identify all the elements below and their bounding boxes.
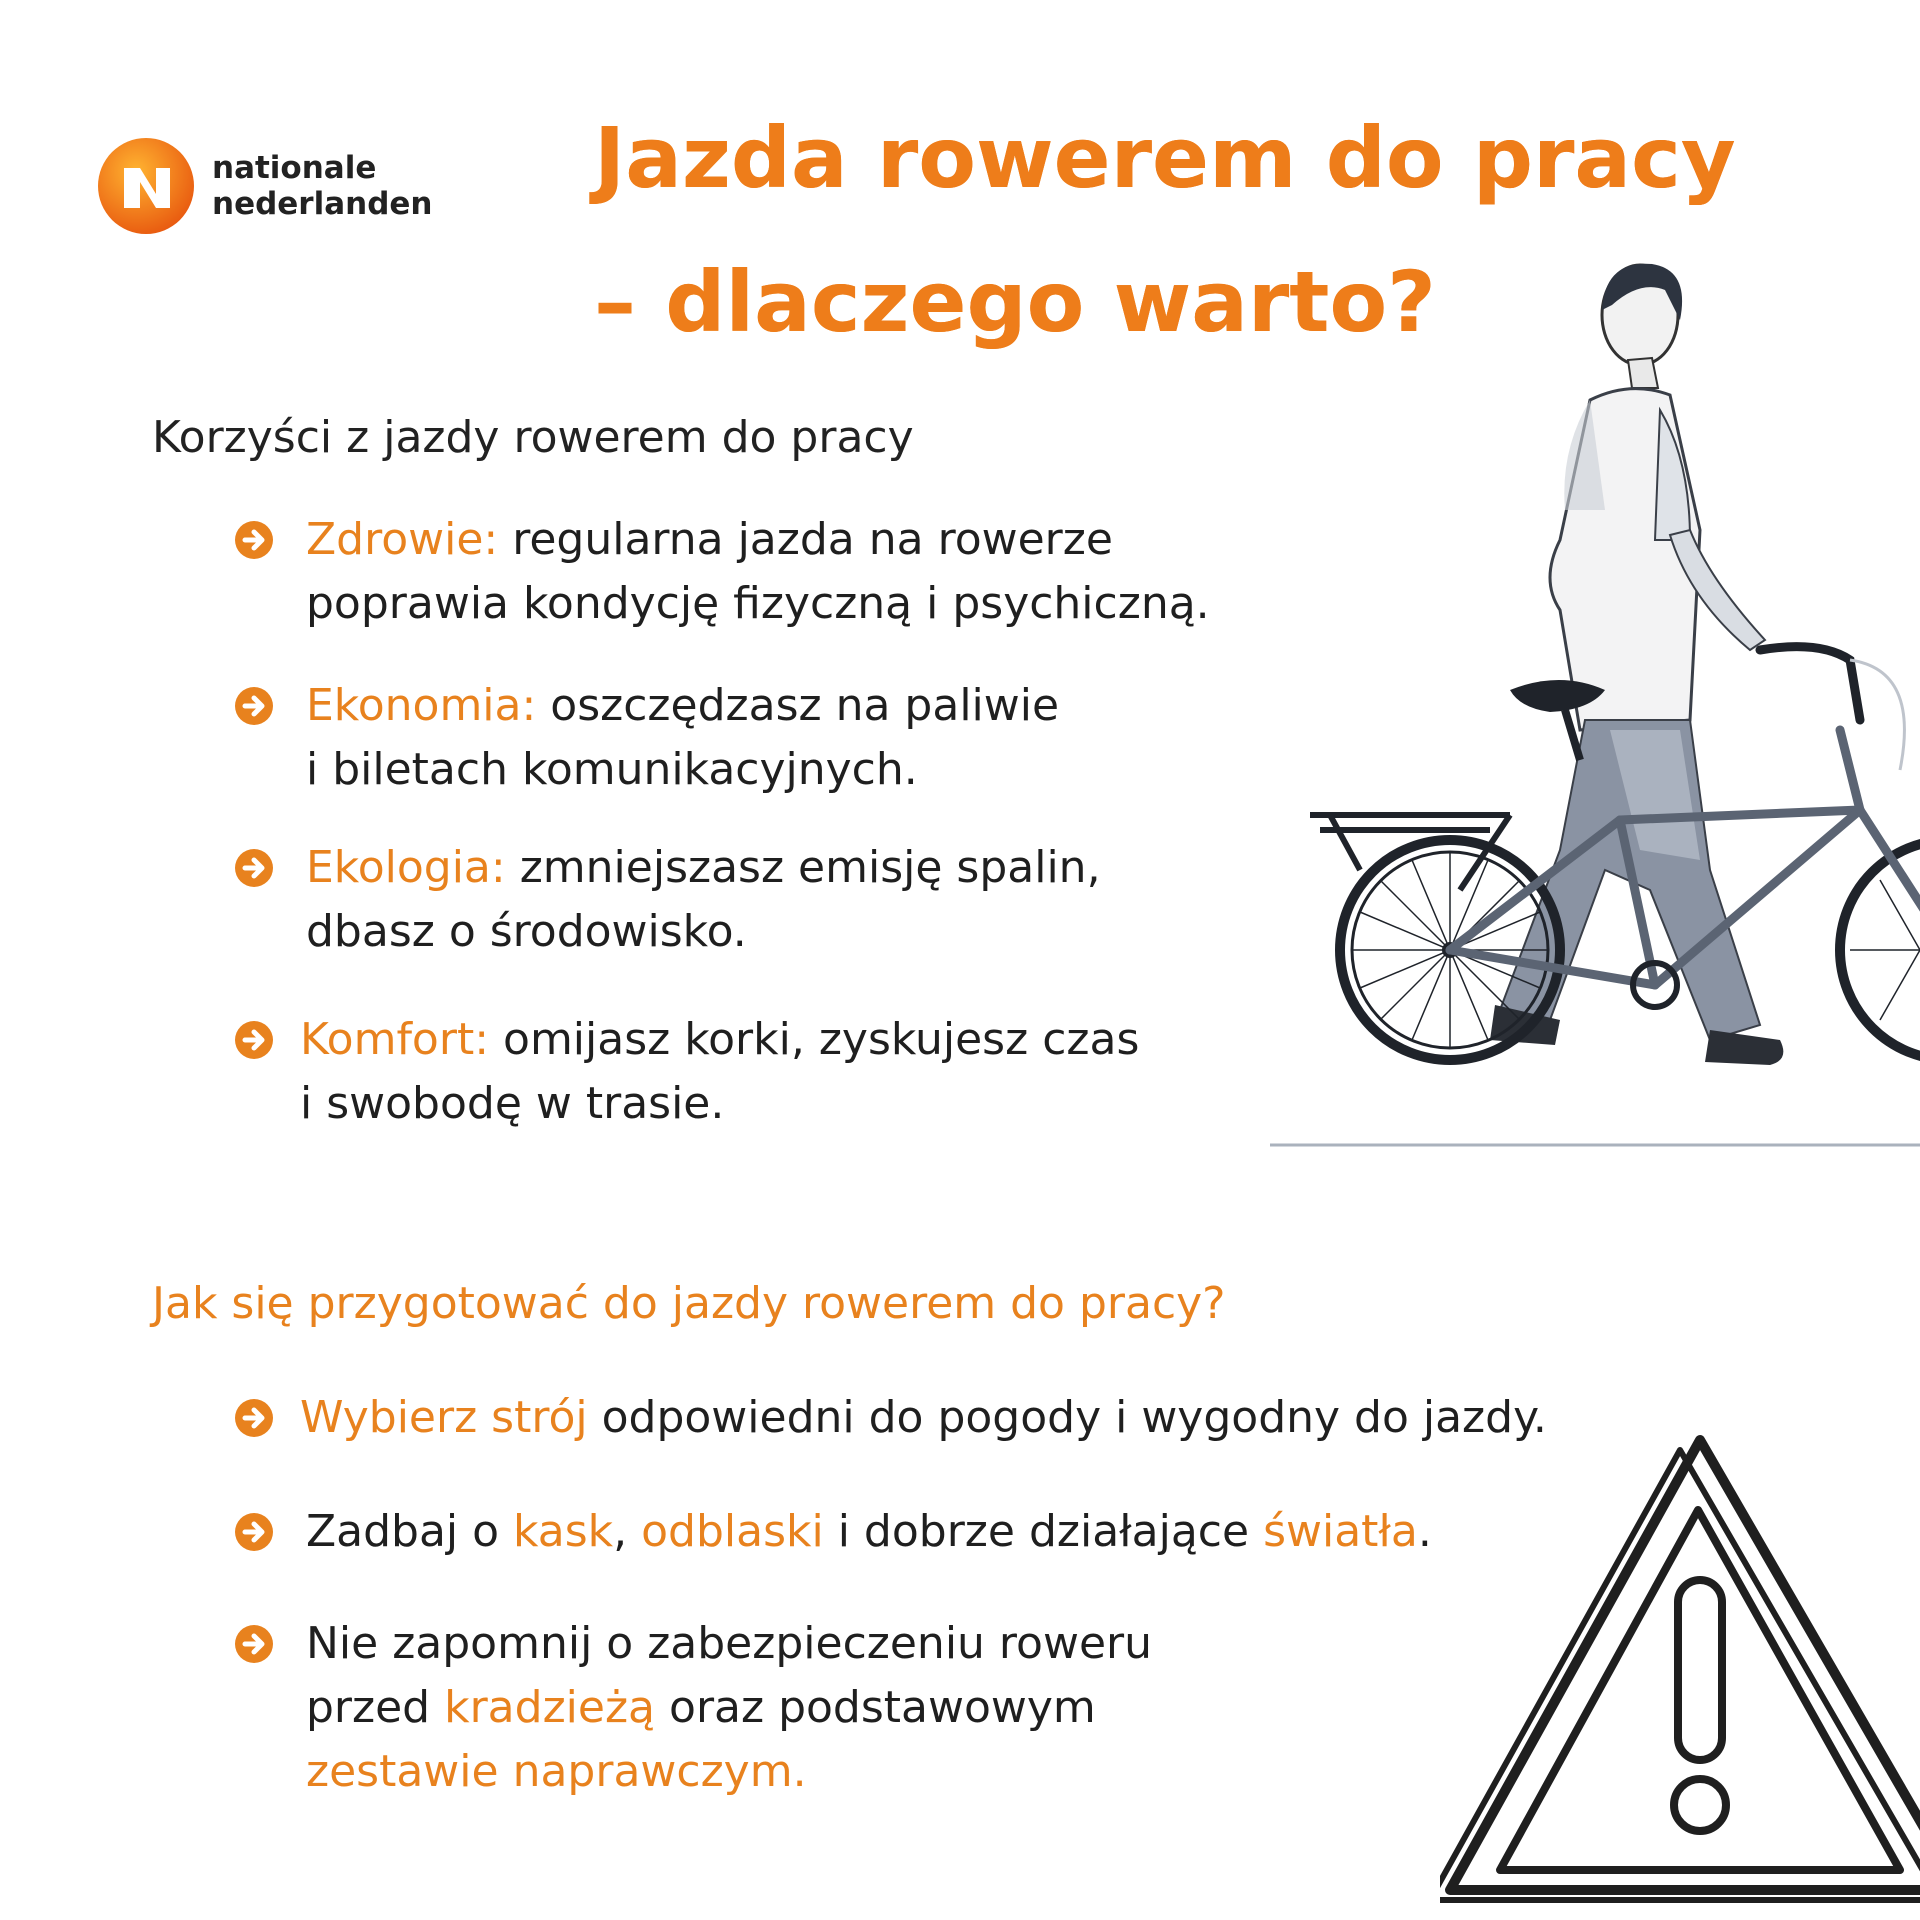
benefit-text-cont: i swobodę w trasie. xyxy=(300,1078,725,1129)
benefit-label: Ekonomia: xyxy=(306,680,537,731)
arrow-right-icon xyxy=(234,1398,274,1438)
brand-name-line1: nationale xyxy=(212,150,377,186)
person-walking-bicycle-illustration xyxy=(1260,250,1920,1150)
prep-heading: Jak się przygotować do jazdy rowerem do pracy? xyxy=(152,1278,1226,1329)
arrow-right-icon xyxy=(234,848,274,888)
arrow-right-icon xyxy=(234,686,274,726)
arrow-right-icon xyxy=(234,1512,274,1552)
benefit-item xyxy=(240,674,1059,802)
arrow-right-icon xyxy=(234,1624,274,1664)
title-line2: – dlaczego warto? xyxy=(594,230,1894,374)
prep-item xyxy=(240,1386,1547,1450)
nn-logo-icon xyxy=(96,136,196,236)
brand-name xyxy=(212,150,433,222)
prep-highlight: zestawie naprawczym. xyxy=(306,1746,807,1797)
benefit-label: Zdrowie: xyxy=(306,514,499,565)
benefit-text: oszczędzasz na paliwie xyxy=(536,680,1060,731)
brand-logo xyxy=(96,136,433,236)
benefit-text-cont: i biletach komunikacyjnych. xyxy=(306,744,918,795)
benefit-text-cont: dbasz o środowisko. xyxy=(306,906,747,957)
prep-text: oraz podstawowym xyxy=(655,1682,1096,1733)
warning-triangle-icon xyxy=(1440,1420,1920,1920)
prep-item xyxy=(240,1612,1152,1804)
benefit-text: regularna jazda na rowerze xyxy=(498,514,1113,565)
prep-highlight: kradzieżą xyxy=(444,1682,656,1733)
arrow-right-icon xyxy=(234,1020,274,1060)
brand-name-line2: nederlanden xyxy=(212,186,433,222)
prep-text: odpowiedni do pogody i wygodny do jazdy. xyxy=(587,1392,1547,1443)
benefit-label: Ekologia: xyxy=(306,842,506,893)
prep-highlight: kask xyxy=(513,1506,614,1557)
prep-highlight: odblaski xyxy=(641,1506,824,1557)
prep-highlight: Wybierz strój xyxy=(300,1392,588,1443)
benefit-text: omijasz korki, zyskujesz czas xyxy=(489,1014,1140,1065)
benefit-item xyxy=(240,836,1101,964)
prep-text: Nie zapomnij o zabezpieczeniu roweru xyxy=(306,1618,1152,1669)
prep-text: przed xyxy=(306,1682,445,1733)
benefit-text-cont: poprawia kondycję fizyczną i psychiczną. xyxy=(306,578,1210,629)
prep-text: i dobrze działające xyxy=(823,1506,1264,1557)
arrow-right-icon xyxy=(234,520,274,560)
benefits-heading: Korzyści z jazdy rowerem do pracy xyxy=(152,412,914,463)
prep-text: . xyxy=(1417,1506,1432,1557)
prep-highlight: światła xyxy=(1263,1506,1418,1557)
benefit-item xyxy=(240,508,1210,636)
prep-text: , xyxy=(613,1506,642,1557)
benefit-text: zmniejszasz emisję spalin, xyxy=(505,842,1101,893)
prep-item xyxy=(240,1500,1432,1564)
title-line1: Jazda rowerem do pracy xyxy=(594,86,1894,230)
prep-text: Zadbaj o xyxy=(306,1506,514,1557)
benefit-label: Komfort: xyxy=(300,1014,490,1065)
benefit-item xyxy=(240,1008,1139,1136)
